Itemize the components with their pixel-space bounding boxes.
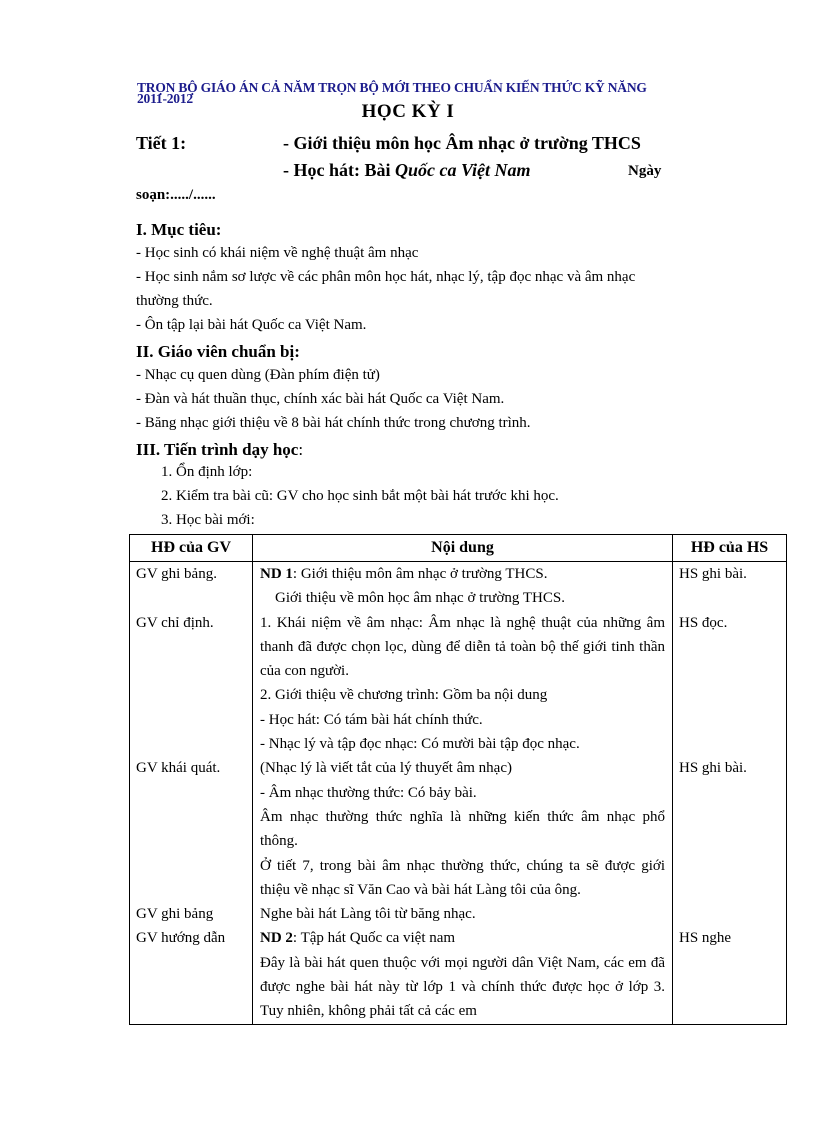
- table-row: [130, 562, 787, 611]
- student-activity-cell: HS ghi bài.: [673, 562, 787, 611]
- content-line: Giới thiệu về môn học âm nhạc ở trường THCS.: [260, 590, 565, 607]
- content-cell: [253, 562, 673, 611]
- teacher-activity-cell: GV chỉ định.: [130, 611, 253, 757]
- date-value: soạn:...../......: [136, 187, 216, 203]
- content-text: : Giới thiệu môn âm nhạc ở trường THCS.: [292, 566, 548, 582]
- lesson-label: Tiết 1:: [136, 133, 187, 153]
- process-step: 1. Ổn định lớp:: [161, 464, 253, 480]
- content-line: [260, 926, 665, 950]
- lesson-topic-2: [283, 160, 531, 181]
- semester-title: HỌC KỲ I: [361, 101, 455, 122]
- content-label: ND 2: [260, 930, 293, 947]
- table-row: [130, 926, 787, 1024]
- content-line: (Nhạc lý là viết tắt của lý thuyết âm nhạc): [260, 760, 512, 777]
- lesson-activity-table: [129, 534, 787, 1025]
- header-student-activity: HĐ của HS: [673, 535, 787, 562]
- content-line: Âm nhạc thường thức nghĩa là những kiến thức âm nhạc phổ thông.: [260, 808, 665, 850]
- objective-item: - Học sinh có khái niệm về nghệ thuật âm nhạc: [136, 245, 419, 261]
- teacher-activity-cell: GV ghi bảng: [130, 902, 253, 926]
- section-objectives-title: I. Mục tiêu:: [136, 220, 222, 239]
- objective-item: - Học sinh nắm sơ lược về các phân môn học hát, nhạc lý, tập đọc nhạc và âm nhạc: [136, 269, 636, 285]
- content-line: Ở tiết 7, trong bài âm nhạc thường thức, chúng ta sẽ được giới thiệu về nhạc sĩ Văn Cao và bài hát Làng tôi của ông.: [260, 857, 665, 898]
- content-line: Nghe bài hát Làng tôi từ băng nhạc.: [260, 906, 476, 923]
- content-line: - Nhạc lý và tập đọc nhạc: Có mười bài tập đọc nhạc.: [260, 736, 580, 753]
- content-cell: [253, 611, 673, 757]
- content-text: : Tập hát Quốc ca việt nam: [292, 930, 456, 947]
- teacher-activity-cell: GV hướng dẫn: [130, 926, 253, 1024]
- header-content: Nội dung: [253, 535, 673, 562]
- teacher-activity-cell: GV ghi bảng.: [130, 562, 253, 611]
- table-row: [130, 756, 787, 902]
- content-line: 1. Khái niệm về âm nhạc: Âm nhạc là nghệ thuật của những âm thanh đã được chọn lọc, dùng để diễn tả toàn bộ thế giới tinh thần của con người.: [260, 614, 665, 680]
- process-step: 2. Kiểm tra bài cũ: GV cho học sinh bắt một bài hát trước khi học.: [161, 488, 559, 504]
- preparation-item: - Nhạc cụ quen dùng (Đàn phím điện tử): [136, 367, 380, 383]
- content-line: - Âm nhạc thường thức: Có bảy bài.: [260, 784, 477, 801]
- content-cell: [253, 756, 673, 902]
- objective-item: thường thức.: [136, 293, 213, 309]
- table-header-row: [130, 535, 787, 562]
- section-process-title: [136, 440, 303, 460]
- content-line: - Học hát: Có tám bài hát chính thức.: [260, 711, 483, 728]
- student-activity-cell: HS ghi bài.: [673, 756, 787, 902]
- content-line: Đây là bài hát quen thuộc với mọi người dân Việt Nam, các em đã được nghe bài hát này từ lớp 1 và chính thức được học ở lớp 3. Tuy nhiên, không phải tất cả các em: [260, 954, 665, 1020]
- table-row: [130, 902, 787, 926]
- lesson-song-title: Quốc ca Việt Nam: [395, 160, 531, 180]
- student-activity-cell: [673, 902, 787, 926]
- preparation-item: - Băng nhạc giới thiệu về 8 bài hát chính thức trong chương trình.: [136, 415, 531, 431]
- content-line: 2. Giới thiệu về chương trình: Gồm ba nội dung: [260, 687, 548, 704]
- lesson-topic-2-prefix: - Học hát: Bài: [283, 160, 395, 180]
- section-preparation-title: II. Giáo viên chuẩn bị:: [136, 342, 300, 361]
- table-row: [130, 611, 787, 757]
- content-line: [260, 562, 665, 586]
- student-activity-cell: HS nghe: [673, 926, 787, 1024]
- date-label: Ngày: [628, 163, 662, 179]
- process-step: 3. Học bài mới:: [161, 512, 255, 528]
- preparation-item: - Đàn và hát thuần thục, chính xác bài hát Quốc ca Việt Nam.: [136, 391, 505, 407]
- header-teacher-activity: HĐ của GV: [130, 535, 253, 562]
- banner-line-2: 2011-2012: [137, 91, 193, 106]
- student-activity-cell: HS đọc.: [673, 611, 787, 757]
- section-process-title-text: III. Tiến trình dạy học: [136, 440, 299, 459]
- lesson-topic-1: - Giới thiệu môn học Âm nhạc ở trường THCS: [283, 133, 641, 153]
- banner-line-1: TRỌN BỘ GIÁO ÁN CẢ NĂM TRỌN BỘ MỚI THEO CHUẨN KIẾN THỨC KỸ NĂNG: [137, 80, 647, 95]
- content-cell: [253, 902, 673, 926]
- objective-item: - Ôn tập lại bài hát Quốc ca Việt Nam.: [136, 317, 367, 333]
- content-label: ND 1: [260, 566, 293, 582]
- section-process-title-colon: :: [298, 440, 304, 459]
- content-cell: [253, 926, 673, 1024]
- teacher-activity-cell: GV khái quát.: [130, 756, 253, 902]
